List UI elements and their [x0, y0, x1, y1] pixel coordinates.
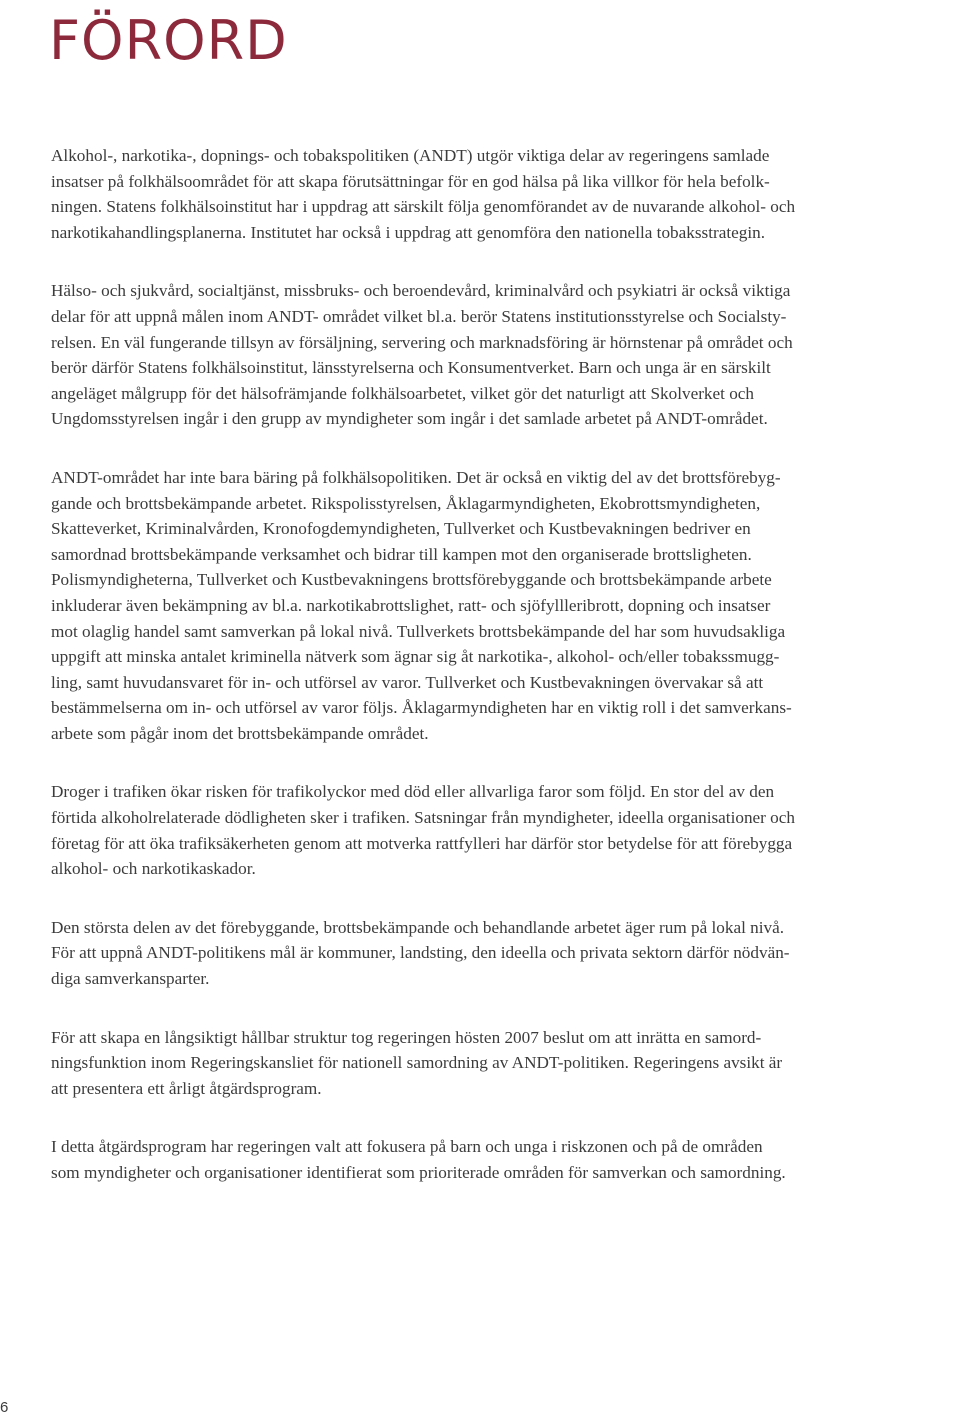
body-text	[51, 143, 959, 1219]
page-number: 6	[0, 1399, 9, 1416]
page-title: FÖRORD	[49, 9, 288, 72]
paragraph-local-level: Den största delen av det förebyggande, brottsbekämpande och behandlande arbetet äger rum på lokal nivå. För att uppnå ANDT-politikens mål är kommuner, landsting, den ideella och privata sektorn därför nödvän- diga samverkansparter.	[51, 917, 790, 989]
paragraph-focus: I detta åtgärdsprogram har regeringen valt att fokusera på barn och unga i riskzonen och på de områden som myndigheter och organisationer identifierat som prioriterade områden för samverkan och samordning.	[51, 1137, 786, 1182]
paragraph-coordination: För att skapa en långsiktigt hållbar struktur tog regeringen hösten 2007 beslut om att inrätta en samord- ningsfunktion inom Regeringskansliet för nationell samordning av ANDT-politiken. Regeringens avsikt är att presentera ett årligt åtgärdsprogram.	[51, 1027, 783, 1098]
paragraph-traffic: Droger i trafiken ökar risken för trafikolyckor med död eller allvarliga faror som följd. En stor del av den förtida alkoholrelaterade dödligheten sker i trafiken. Satsningar från myndigheter, ideella organisationer och företag för att öka trafiksäkerheten genom att motverka rattfylleri har därför stor betydelse för att förebygga alkohol- och narkotikaskador.	[51, 782, 795, 879]
paragraph-crime-prevention: ANDT-området har inte bara bäring på folkhälsopolitiken. Det är också en viktig del av det brottsförebyg- gande och brottsbekämpande arbetet. Rikspolisstyrelsen, Åklagarmyndigheten, Ekobrottsmyndigheten, Skatteverket, Kriminalvården, Kronofogdemyndigheten, Tullverket och Kustbevakningen bedriver en samordnad brottsbekämpande verksamhet och bidrar till kampen mot den organiserade brottsligheten. Polismyndigheterna, Tullverket och Kustbevakningens brottsförebyggande och brottsbekämpande arbete inkluderar även bekämpning av bl.a. narkotikabrottslighet, ratt- och sjöfyllleribrott, dopning och insatser mot olaglig handel samt samverkan på lokal nivå. Tullverkets brottsbekämpande del har som huvudsakliga uppgift att minska antalet kriminella nätverk som ägnar sig åt narkotika-, alkohol- och/eller tobakssmugg- ling, samt huvudansvaret för in- och utförsel av varor. Tullverket och Kustbevakningen övervakar så att bestämmelserna om in- och utförsel av varor följs. Åklagarmyndigheten har en viktig roll i det samverkans- arbete som pågår inom det brottsbekämpande området.	[51, 467, 792, 743]
paragraph-health-care: Hälso- och sjukvård, socialtjänst, missbruks- och beroendevård, kriminalvård och psykiatri är också viktiga delar för att uppnå målen inom ANDT- området vilket bl.a. berör Statens institutionsstyrelse och Socialsty- relsen. En väl fungerande tillsyn av försäljning, servering och marknadsföring är hörnstenar på området och berör därför Statens folkhälsoinstitut, länsstyrelserna och Konsumentverket. Barn och unga är en särskilt angeläget målgrupp för det hälsofrämjande folkhälsoarbetet, vilket gör det naturligt att Skolverket och Ungdomsstyrelsen ingår i den grupp av myndigheter som ingår i det samlade arbetet på ANDT-området.	[51, 281, 793, 429]
paragraph-andt-intro: Alkohol-, narkotika-, dopnings- och tobakspolitiken (ANDT) utgör viktiga delar av regeringens samlade insatser på folkhälsoområdet för att skapa förutsättningar för en god hälsa på lika villkor för hela befolk- ningen. Statens folkhälsoinstitut har i uppdrag att särskilt följa genomförandet av de nuvarande alkohol- och narkotikahandlingsplanerna. Institutet har också i uppdrag att genomföra den nationella tobaksstrategin.	[51, 146, 796, 242]
